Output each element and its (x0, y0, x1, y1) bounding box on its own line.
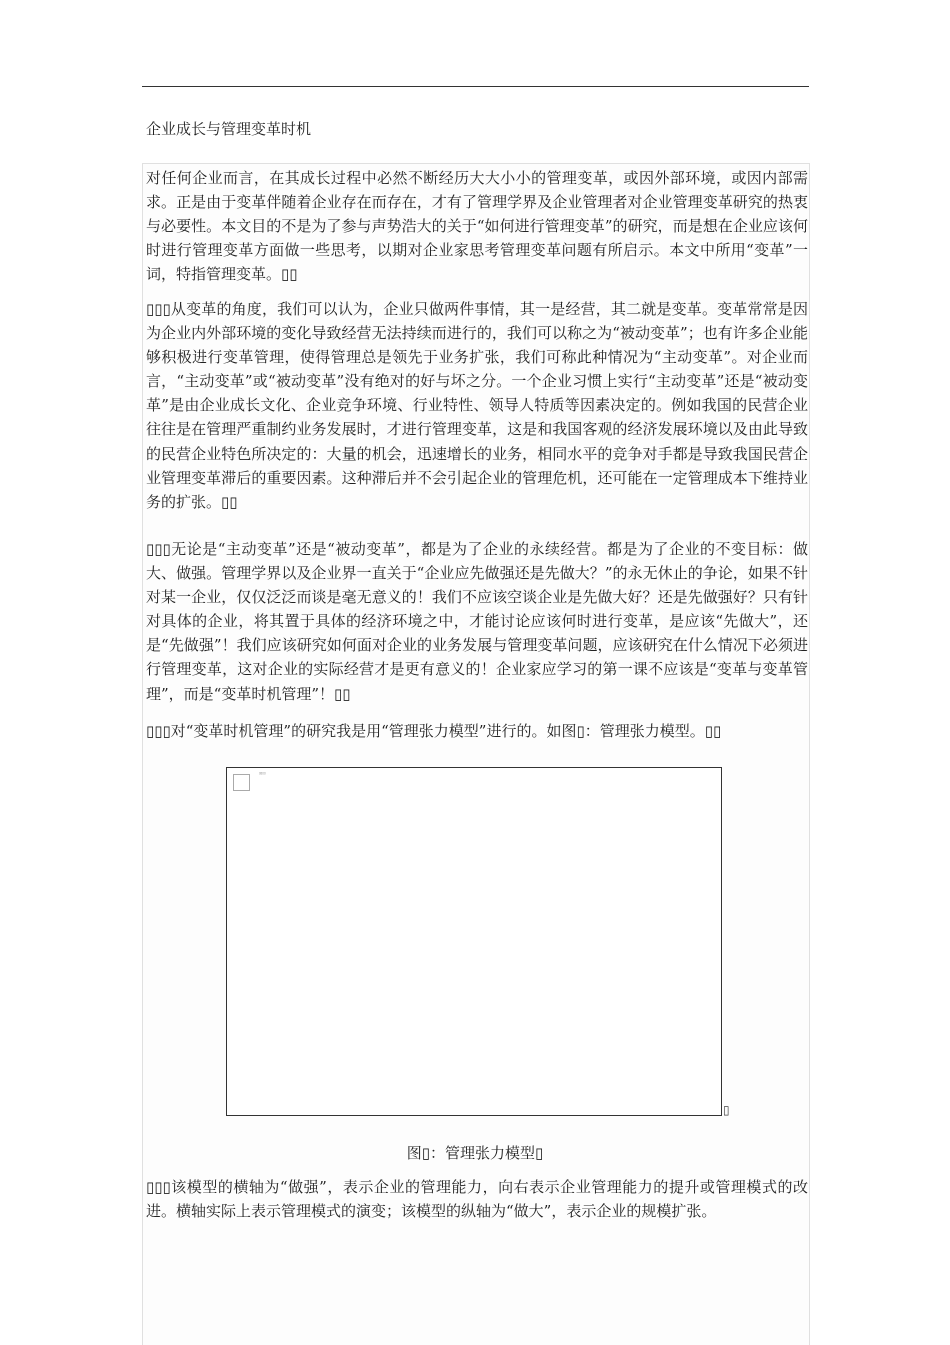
paragraph-2: ▯▯▯从变革的角度，我们可以认为，企业只做两件事情，其一是经营，其二就是变革。变革常常是因为企业内外部环境的变化导致经营无法持续而进行的，我们可以称之为“被动变革”；也有许多企业能够积极进行变革管理，使得管理总是领先于业务扩张，我们可称此种情况为“主动变革”。对企业而言，“主动变革”或“被动变革”没有绝对的好与坏之分。一个企业习惯上实行“主动变革”还是“被动变革”是由企业成长文化、企业竞争环境、行业特性、领导人特质等因素决定的。例如我国的民营企业往往是在管理严重制约业务发展时，才进行管理变革，这是和我国客观的经济发展环境以及由此导致的民营企业特色所决定的：大量的机会，迅速增长的业务，相同水平的竞争对手都是导致我国民营企业管理变革滞后的重要因素。这种滞后并不会引起企业的管理危机，还可能在一定管理成本下维持业务的扩张。▯▯ (146, 300, 808, 511)
figure-side-mark: ▯ (723, 1103, 730, 1117)
document-title: 企业成长与管理变革时机 (146, 120, 312, 138)
figure-management-tension-model (226, 767, 722, 1116)
header-rule (142, 86, 809, 87)
paragraph-5: ▯▯▯该模型的横轴为“做强”，表示企业的管理能力，向右表示企业管理能力的提升或管理模式的改进。横轴实际上表示管理模式的演变；该模型的纵轴为“做大”，表示企业的规模扩张。 (146, 1178, 808, 1221)
broken-image-icon (233, 774, 250, 791)
paragraph-1: 对任何企业而言，在其成长过程中必然不断经历大大小小的管理变革，或因外部环境，或因内部需求。正是由于变革伴随着企业存在而存在，才有了管理学界及企业管理者对企业管理变革研究的热衷与必要性。本文目的不是为了参与声势浩大的关于“如何进行管理变革”的研究，而是想在企业应该何时进行管理变革方面做一些思考，以期对企业家思考管理变革问题有所启示。本文中所用“变革”一词，特指管理变革。▯▯ (146, 169, 808, 284)
paragraph-4: ▯▯▯对“变革时机管理”的研究我是用“管理张力模型”进行的。如图▯：管理张力模型。▯▯ (146, 722, 722, 740)
figure-caption: 图▯：管理张力模型▯ (406, 1144, 544, 1162)
figure-placeholder-label: ▯▯▯▯ (259, 771, 266, 775)
paragraph-3: ▯▯▯无论是“主动变革”还是“被动变革”，都是为了企业的永续经营。都是为了企业的不变目标：做大、做强。管理学界以及企业界一直关于“企业应先做强还是先做大？”的永无休止的争论，如果不针对某一企业，仅仅泛泛而谈是毫无意义的！我们不应该空谈企业是先做大好？还是先做强好？只有针对具体的企业，将其置于具体的经济环境之中，才能讨论应该何时进行变革，是应该“先做大”，还是“先做强”！我们应该研究如何面对企业的业务发展与管理变革问题，应该研究在什么情况下必须进行管理变革，这对企业的实际经营才是更有意义的！企业家应学习的第一课不应该是“变革与变革管理”，而是“变革时机管理”！▯▯ (146, 540, 808, 703)
